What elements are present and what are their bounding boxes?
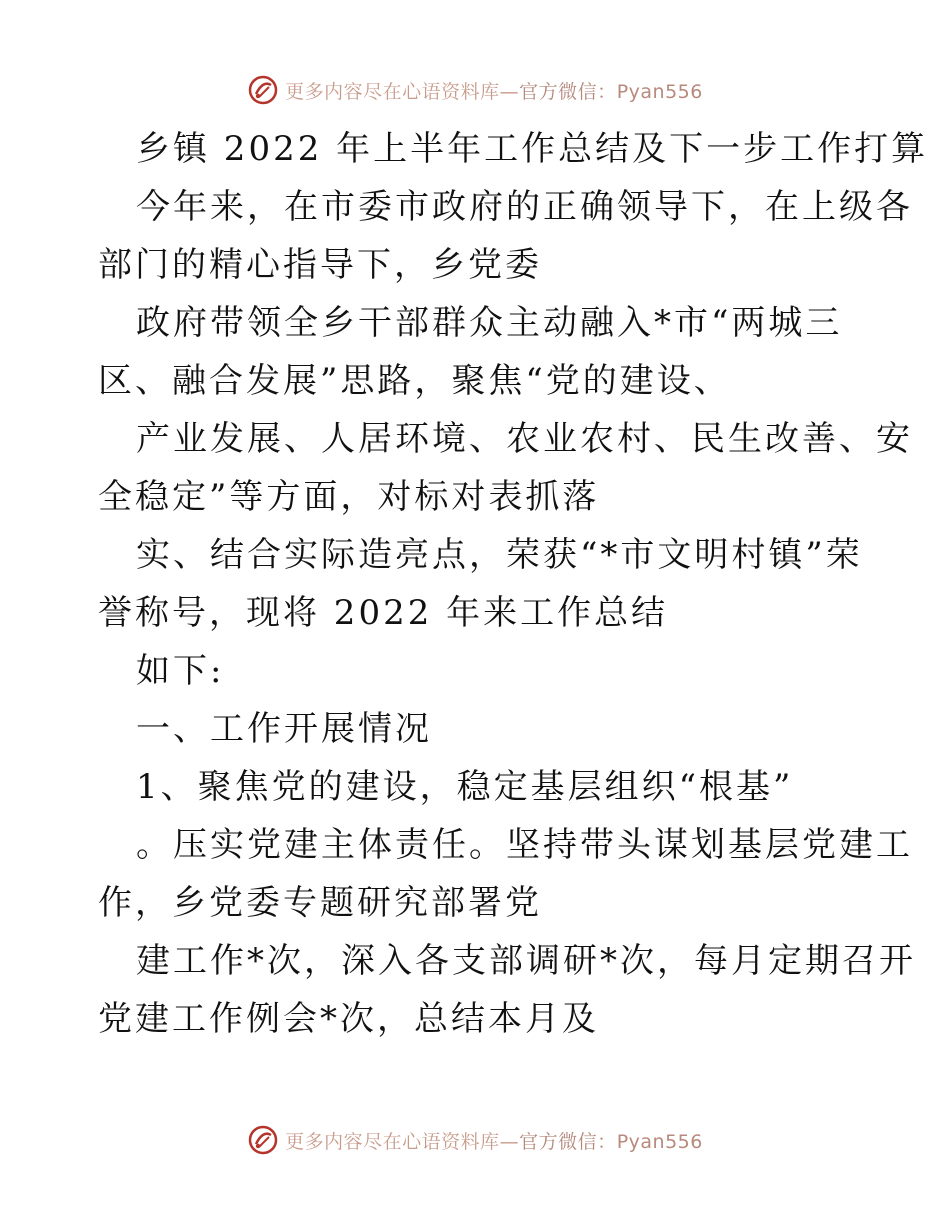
header-banner [0,68,950,112]
logo-icon [247,74,279,106]
footer-banner-text [285,1127,703,1154]
header-banner-text [285,77,703,104]
paragraph-line: 如下: [136,651,225,691]
footer-banner-wechat-id: Pyan556 [616,1130,703,1153]
paragraph-line: 誉称号，现将 2022 年来工作总结 [98,593,669,633]
header-banner-separator: — [499,80,520,103]
header-banner-wechat-label: 官方微信： [519,80,617,103]
footer-banner-separator: — [499,1130,520,1153]
paragraph-line: 实、结合实际造亮点，荣获“*市文明村镇”荣 [136,535,863,575]
logo-icon [247,1124,279,1156]
paragraph-line: 全稳定”等方面，对标对表抓落 [98,477,600,517]
paragraph-line: 区、融合发展”思路，聚焦“党的建设、 [98,361,731,401]
paragraph-line: 今年来，在市委市政府的正确领导下，在上级各 [136,187,913,227]
paragraph-line: 政府带领全乡干部群众主动融入*市“两城三 [136,303,843,343]
section-heading: 一、工作开展情况 [136,709,432,749]
document-body [98,120,929,1048]
footer-banner [0,1118,950,1162]
paragraph-line: 作，乡党委专题研究部署党 [98,883,542,923]
header-banner-site: 更多内容尽在心语资料库 [285,80,500,103]
header-banner-wechat-id: Pyan556 [616,80,703,103]
paragraph-line: 部门的精心指导下，乡党委 [98,245,542,285]
subsection-heading: 1、聚焦党的建设，稳定基层组织“根基” [136,767,794,807]
paragraph-line: 建工作*次，深入各支部调研*次，每月定期召开 [136,941,916,981]
paragraph-line: 产业发展、人居环境、农业农村、民生改善、安 [136,419,913,459]
document-title: 乡镇 2022 年上半年工作总结及下一步工作打算 [136,129,929,169]
paragraph-line: 党建工作例会*次，总结本月及 [98,999,599,1039]
footer-banner-wechat-label: 官方微信： [519,1130,617,1153]
footer-banner-site: 更多内容尽在心语资料库 [285,1130,500,1153]
paragraph-line: 。压实党建主体责任。坚持带头谋划基层党建工 [136,825,913,865]
